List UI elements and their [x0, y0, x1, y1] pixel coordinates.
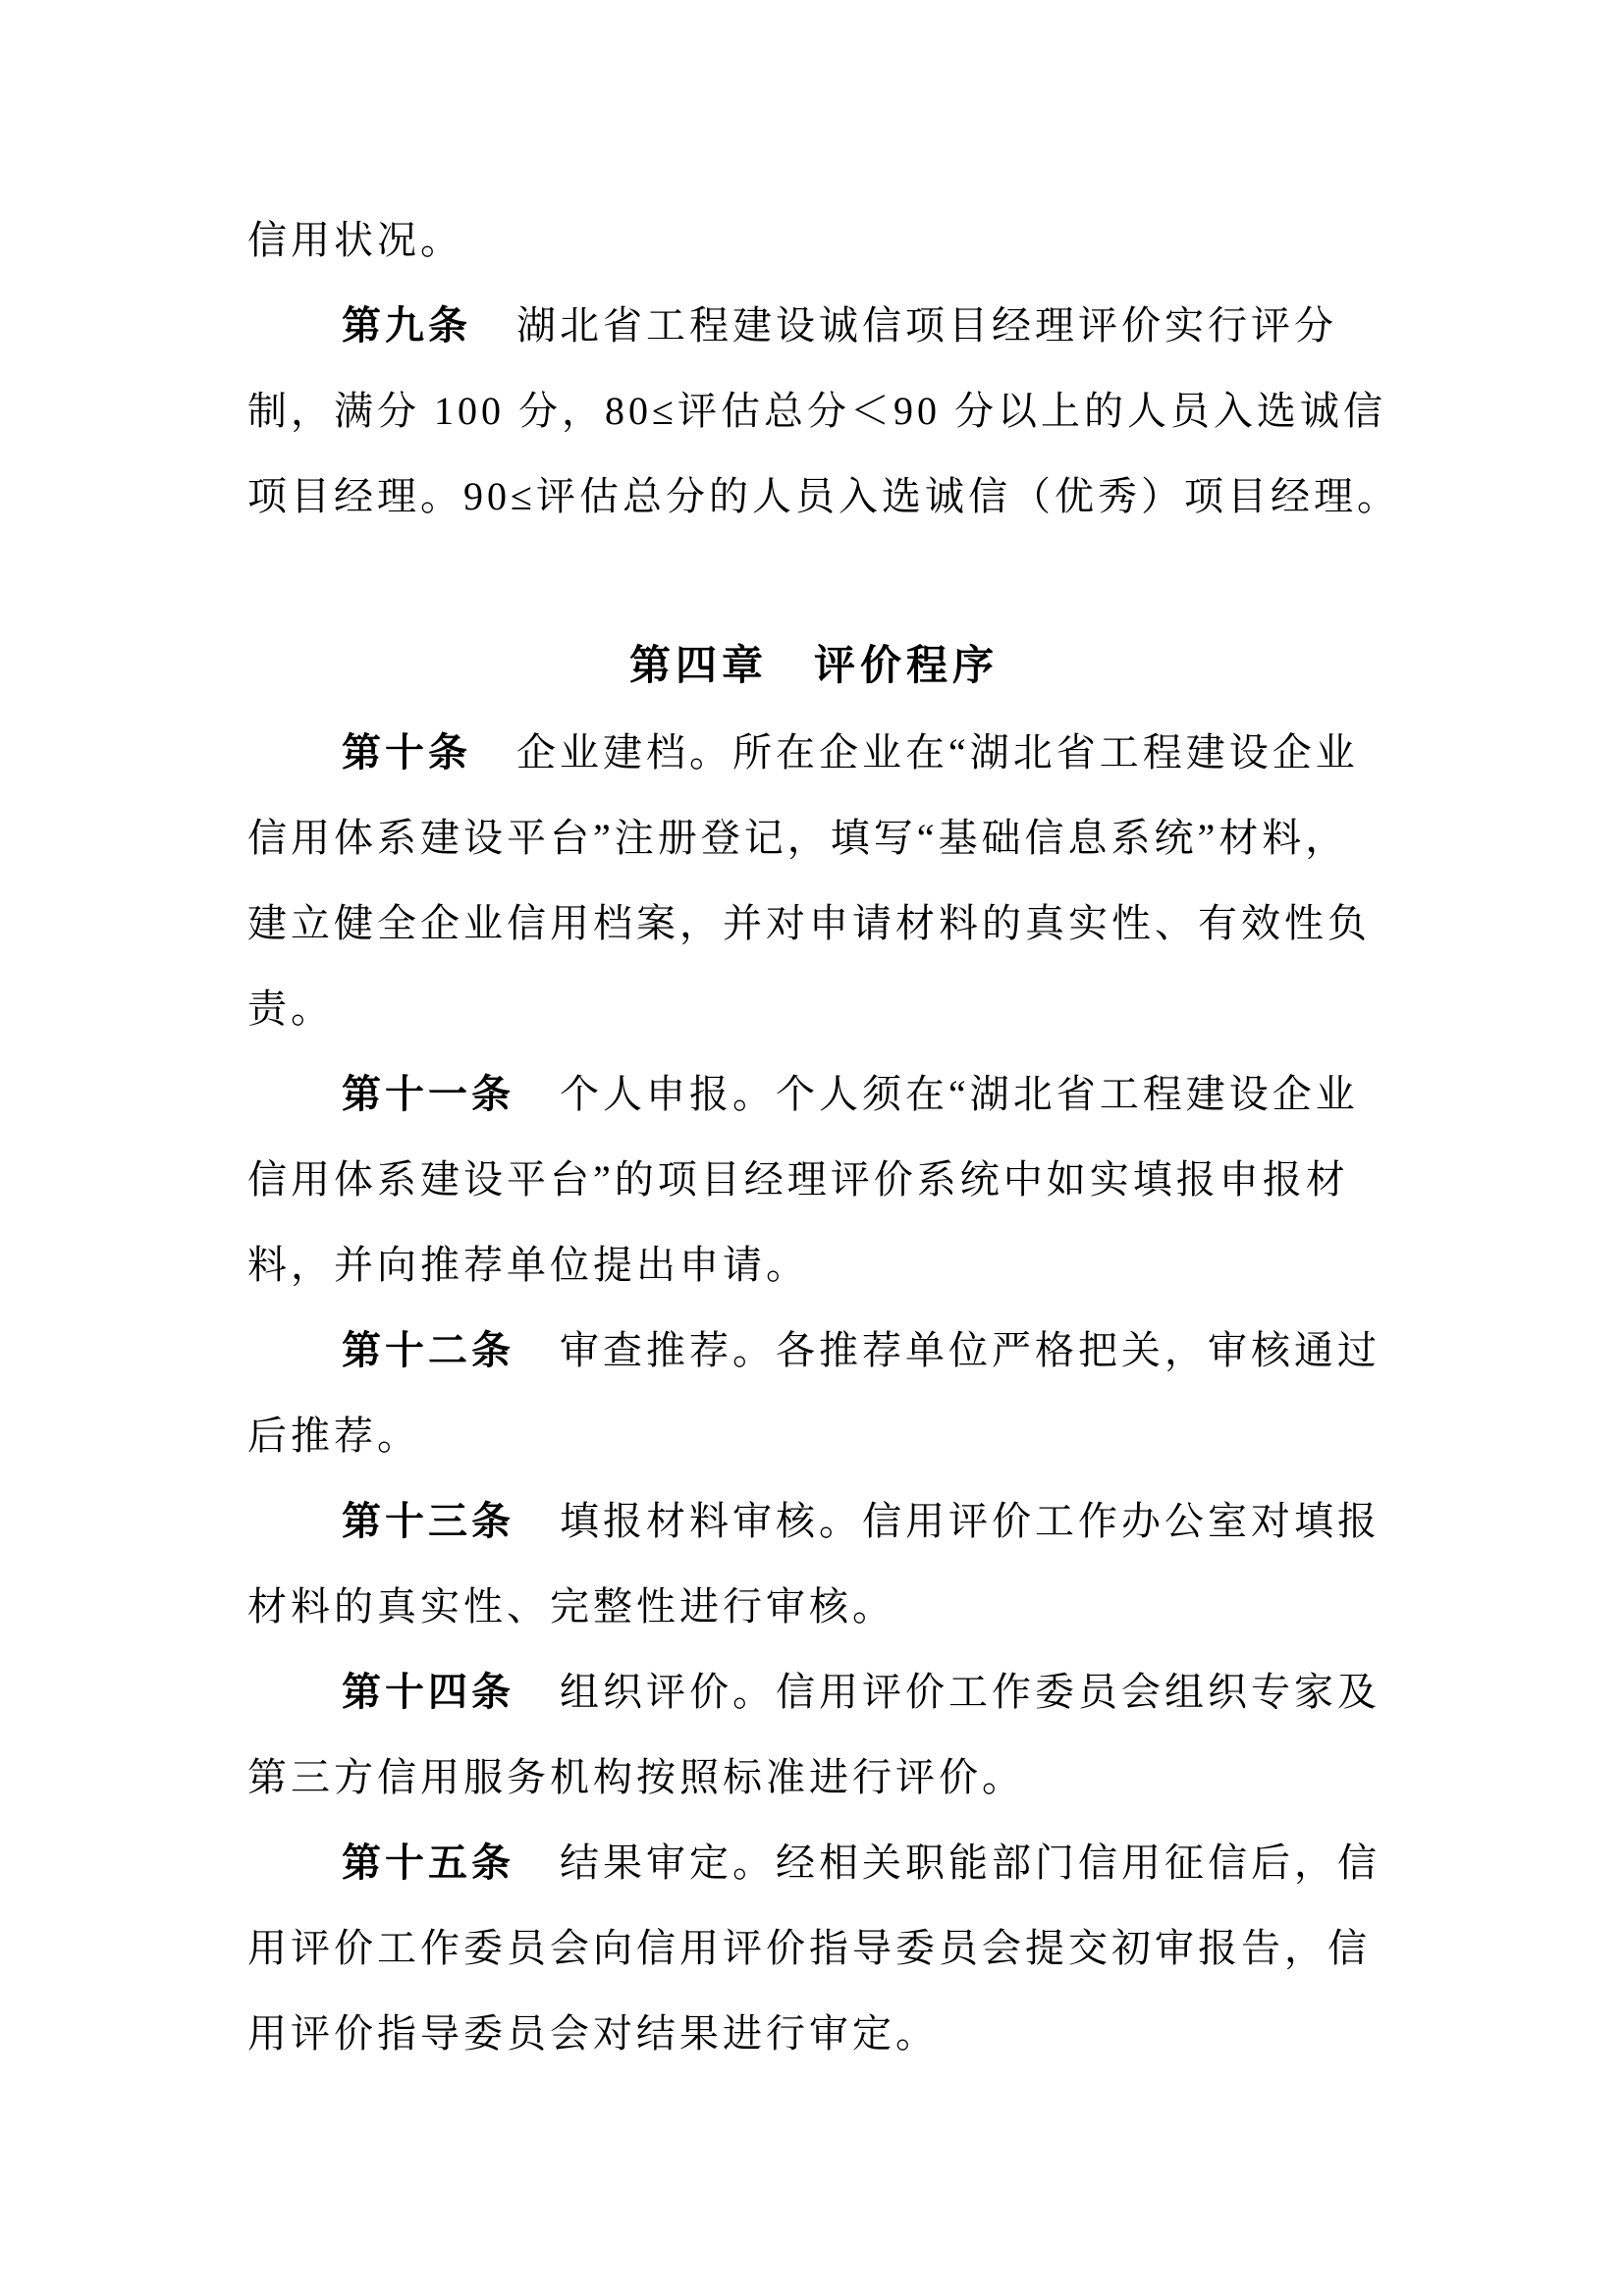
- document-body: [247, 197, 1400, 2076]
- article-text: 个人申报。个人须在“湖北省工程建设企业: [560, 1072, 1359, 1116]
- text-line: 用评价工作委员会向信用评价指导委员会提交初审报告，信: [247, 1926, 1371, 1970]
- blank-line: [247, 539, 1380, 624]
- article-text: 填报材料审核。信用评价工作办公室对填报: [560, 1499, 1380, 1543]
- article-number: 第十四条: [342, 1670, 514, 1714]
- article-number: 第九条: [342, 303, 471, 347]
- article-line: [247, 1308, 1380, 1393]
- article-line: [247, 283, 1380, 368]
- article-number: 第十三条: [342, 1499, 514, 1543]
- text-line: 信用状况。: [247, 218, 463, 262]
- article-text: 结果审定。经相关职能部门信用征信后，信: [560, 1841, 1380, 1885]
- article-line: [247, 710, 1380, 795]
- article-text: 组织评价。信用评价工作委员会组织专家及: [560, 1670, 1380, 1714]
- article-number: 第十二条: [342, 1328, 514, 1372]
- text-line: 后推荐。: [247, 1414, 420, 1458]
- text-line: 责。: [247, 987, 334, 1031]
- article-line: [247, 1820, 1380, 1905]
- article-number: 第十条: [342, 730, 471, 774]
- text-line: 信用体系建设平台”的项目经理评价系统中如实填报申报材: [247, 1157, 1349, 1201]
- article-text: 企业建档。所在企业在“湖北省工程建设企业: [516, 730, 1359, 774]
- article-number: 第十五条: [342, 1841, 514, 1885]
- text-line: 项目经理。90≤评估总分的人员入选诚信（优秀）项目经理。: [247, 474, 1400, 518]
- article-number: 第十一条: [342, 1072, 514, 1116]
- text-line: 第三方信用服务机构按照标准进行评价。: [247, 1755, 1025, 1799]
- text-line: 信用体系建设平台”注册登记，填写“基础信息系统”材料，: [247, 816, 1349, 860]
- article-line: [247, 1051, 1380, 1137]
- text-line: 建立健全企业信用档案，并对申请材料的真实性、有效性负: [247, 901, 1371, 945]
- text-line: 制，满分 100 分，80≤评估总分＜90 分以上的人员入选诚信: [247, 389, 1386, 433]
- article-text: 审查推荐。各推荐单位严格把关，审核通过: [560, 1328, 1380, 1372]
- article-line: [247, 1478, 1380, 1564]
- article-line: [247, 1649, 1380, 1735]
- text-line: 料，并向推荐单位提出申请。: [247, 1243, 809, 1287]
- chapter-heading: 第四章 评价程序: [628, 644, 999, 689]
- article-text: 湖北省工程建设诚信项目经理评价实行评分: [516, 303, 1337, 347]
- text-line: 材料的真实性、完整性进行审核。: [247, 1584, 895, 1629]
- text-line: 用评价指导委员会对结果进行审定。: [247, 2011, 939, 2056]
